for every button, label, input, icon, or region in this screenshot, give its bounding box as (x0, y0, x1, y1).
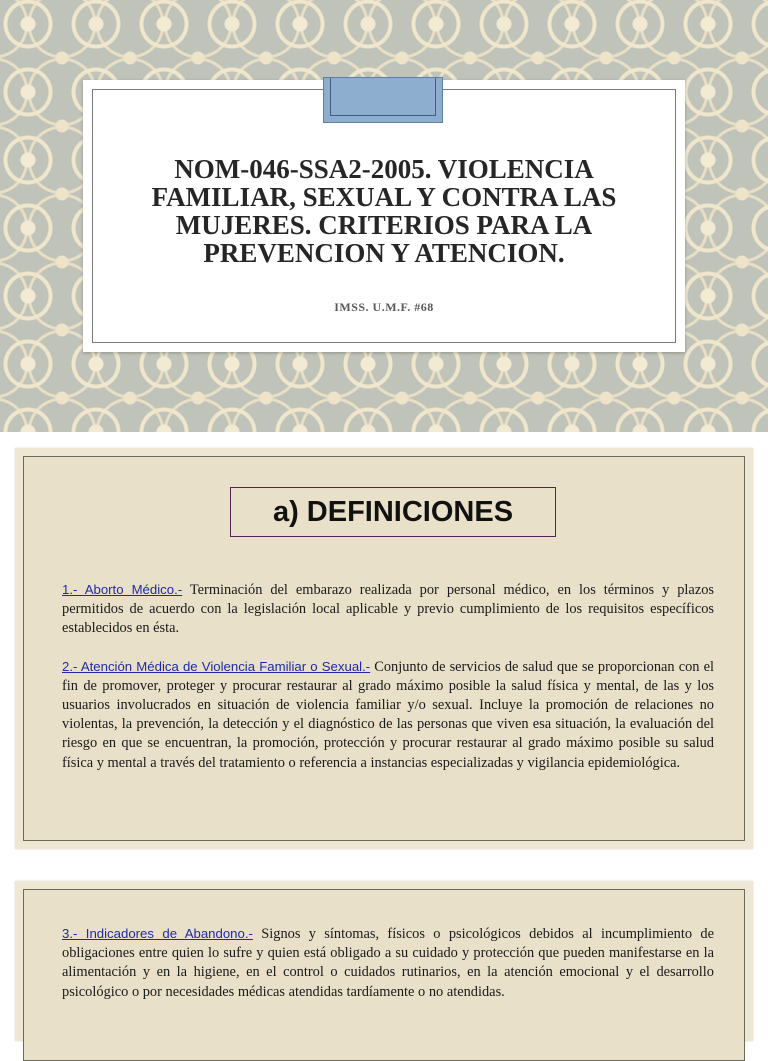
definition-item (62, 657, 714, 773)
definitions-list (62, 580, 714, 791)
definition-term-link[interactable]: 2.- Atención Médica de Violencia Familiar o Sexual.- (62, 658, 371, 674)
definition-item (62, 924, 714, 1002)
accent-tab (323, 77, 443, 123)
definition-text: Terminación del embarazo realizada por personal médico, en los términos y plazos permitidos de acuerdo con la legislación local aplicable y previo cumplimiento de los requisitos específicos establecidos en ésta. (62, 582, 715, 637)
definition-text: Conjunto de servicios de salud que se proporcionan con el fin de promover, proteger y procurar restaurar al grado máximo posible la salud física y mental, de las y los usuarios involucrados en situación de violencia familiar y/o sexual. Incluye la promoción de relaciones no violentas, la prevención, la detección y el diagnóstico de las personas que viven esa situación, la evaluación del riesgo en que se encuentran, la promoción, protección y procurar restaurar al grado máximo posible su salud física y mental a través del tratamiento o referencia a instancias especializadas y vigilancia epidemiológica. (62, 658, 714, 771)
title-card (83, 80, 685, 352)
slide-title: NOM-046-SSA2-2005. VIOLENCIA FAMILIAR, SEXUAL Y CONTRA LAS MUJERES. CRITERIOS PARA LA PREVENCION Y ATENCION. (151, 154, 617, 268)
definitions-slide (15, 448, 753, 849)
definition-item (62, 580, 714, 639)
slide-subtitle: IMSS. U.M.F. #68 (334, 300, 434, 314)
definition-term-link[interactable]: 3.- Indicadores de Abandono.- (62, 926, 253, 941)
definitions-list (62, 924, 714, 1020)
title-slide (0, 0, 768, 432)
definition-term-link[interactable]: 1.- Aborto Médico.- (62, 582, 183, 597)
definitions-slide-continued (15, 881, 753, 1041)
definition-text: Signos y síntomas, físicos o psicológicos debidos al incumplimiento de obligaciones entre quien lo sufre y quien está obligado a su cuidado y protección que pueden manifestarse en la alimentación y en la higiene, en el control o cuidados rutinarios, en la atención emocional y el desarrollo psicológico o por necesidades médicas atendidas tardíamente o no atendidas. (62, 926, 714, 1000)
section-heading: a) DEFINICIONES (230, 487, 556, 537)
definitions-panel (23, 456, 745, 841)
definitions-panel (23, 889, 745, 1061)
